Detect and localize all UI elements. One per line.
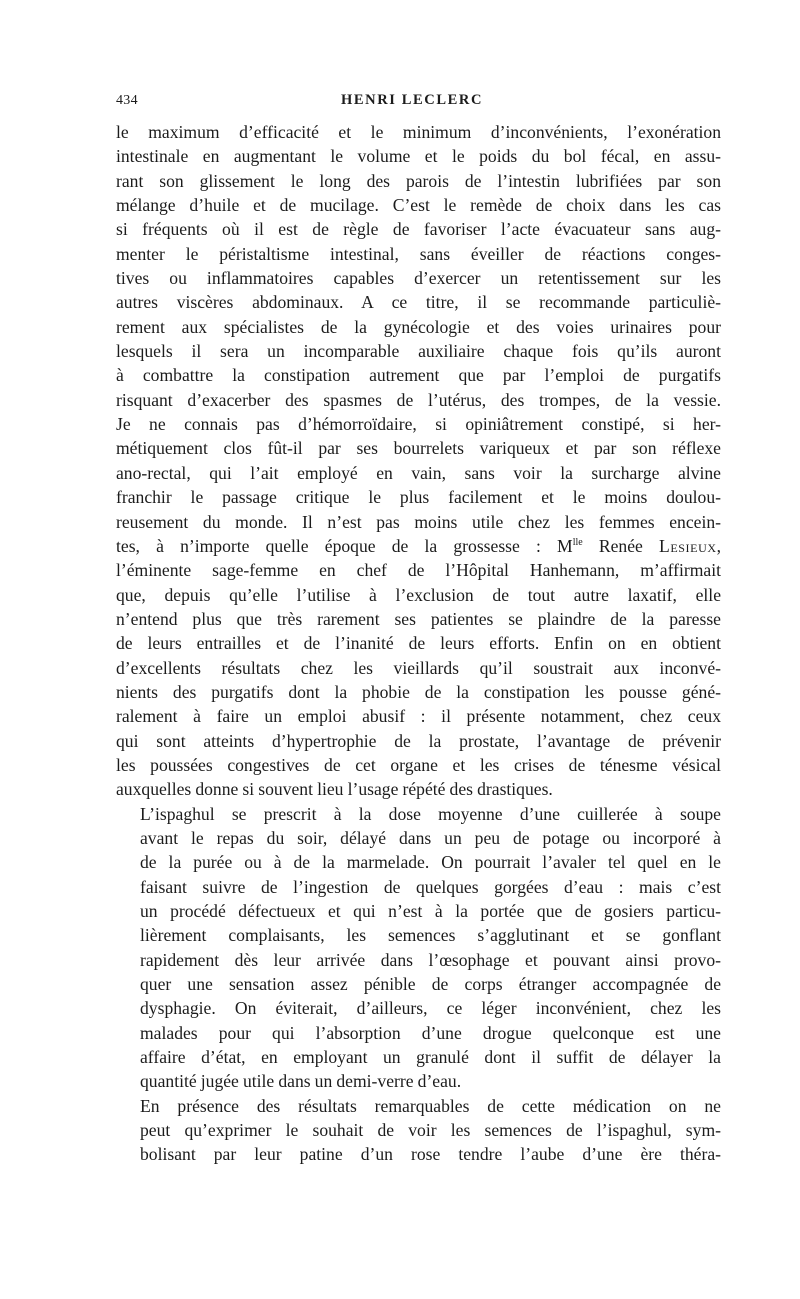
text-line: dysphagie. On éviterait, d’ailleurs, ce léger inconvénient, chez les <box>140 998 721 1019</box>
text-line: En présence des résultats remarquables de cette médication on ne <box>140 1095 721 1116</box>
text-line <box>116 534 721 558</box>
text-line: n’entend plus que très rarement ses patientes se plaindre de la paresse <box>116 608 721 629</box>
text-line: rement aux spécialistes de la gynécologie et des voies urinaires pour <box>116 316 721 337</box>
text-line: tives ou inflammatoires capables d’exercer un retentissement sur les <box>116 268 721 289</box>
text-line: que, depuis qu’elle l’utilise à l’exclusion de tout autre laxatif, elle <box>116 584 721 605</box>
text-line: L’ispaghul se prescrit à la dose moyenne d’une cuillerée à soupe <box>140 803 721 824</box>
text-line: qui sont atteints d’hypertrophie de la prostate, l’avantage de prévenir <box>116 730 721 751</box>
text-line: lièrement complaisants, les semences s’agglutinant et se gonflant <box>140 925 721 946</box>
text-line: nients des purgatifs dont la phobie de la constipation les pousse géné- <box>116 681 721 702</box>
paragraph <box>116 802 721 1094</box>
text-line: lesquels il sera un incomparable auxiliaire chaque fois qu’ils auront <box>116 341 721 362</box>
text-line: mélange d’huile et de mucilage. C’est le remède de choix dans les cas <box>116 195 721 216</box>
text-line: de la purée ou à de la marmelade. On pourrait l’avaler tel quel en le <box>140 852 721 873</box>
running-head <box>116 92 721 112</box>
paragraph <box>116 1094 721 1167</box>
text-line: métiquement clos fût-il par ses bourrelets variqueux et par son réflexe <box>116 438 721 459</box>
text-run-after: , <box>716 535 722 556</box>
text-line: de leurs entrailles et de l’inanité de leurs efforts. Enfin on en obtient <box>116 633 721 654</box>
text-line: si fréquents où il est de règle de favoriser l’acte évacuateur sans aug- <box>116 219 721 240</box>
text-line: peut qu’exprimer le souhait de voir les semences de l’ispaghul, sym- <box>140 1120 721 1141</box>
text-line: autres viscères abdominaux. A ce titre, il se recommande particuliè- <box>116 292 721 313</box>
text-line: les poussées congestives de cet organe et les crises de ténesme vésical <box>116 754 721 775</box>
text-line: quer une sensation assez pénible de corps étranger accompagnée de <box>140 974 721 995</box>
text-line: affaire d’état, en employant un granulé dont il suffit de délayer la <box>140 1047 721 1068</box>
text-line: Je ne connais pas d’hémorroïdaire, si opiniâtrement constipé, si her- <box>116 414 721 435</box>
book-page <box>116 92 721 1167</box>
text-line: risquant d’exacerber des spasmes de l’utérus, des trompes, de la vessie. <box>116 389 721 410</box>
text-line: menter le péristaltisme intestinal, sans éveiller de réactions conges- <box>116 243 721 264</box>
text-line: rapidement dès leur arrivée dans l’œsophage et pouvant ainsi provo- <box>140 949 721 970</box>
running-title: HENRI LECLERC <box>341 92 484 108</box>
text-line: à combattre la constipation autrement que par l’emploi de purgatifs <box>116 365 721 386</box>
text-line: malades pour qui l’absorption d’une drogue quelconque est une <box>140 1022 721 1043</box>
text-line: ralement à faire un emploi abusif : il présente notamment, chez ceux <box>116 706 721 727</box>
text-run-before: tes, à n’importe quelle époque de la grossesse : M <box>116 535 573 556</box>
text-line: un procédé défectueux et qui n’est à la portée que de gosiers particu- <box>140 901 721 921</box>
text-line: reusement du monde. Il n’est pas moins utile chez les femmes encein- <box>116 511 721 532</box>
text-line: d’excellents résultats chez les vieillards qu’il soustrait aux inconvé- <box>116 657 721 678</box>
text-run-sup: lle <box>572 536 583 548</box>
text-line: ano-rectal, qui l’ait employé en vain, sans voir la surcharge alvine <box>116 462 721 483</box>
paragraph <box>116 120 721 802</box>
text-line: l’éminente sage-femme en chef de l’Hôpital Hanhemann, m’affirmait <box>116 560 721 581</box>
text-line: le maximum d’efficacité et le minimum d’inconvénients, l’exonération <box>116 122 721 142</box>
text-run-middle: Renée <box>582 535 659 556</box>
page-number: 434 <box>116 93 138 108</box>
text-line: quantité jugée utile dans un demi-verre d’eau. <box>140 1071 462 1092</box>
text-run-smallcaps: Lesieux <box>659 535 717 556</box>
text-line: intestinale en augmentant le volume et le poids du bol fécal, en assu- <box>116 146 721 167</box>
text-line: bolisant par leur patine d’un rose tendre l’aube d’une ère théra- <box>140 1144 721 1165</box>
text-line: franchir le passage critique le plus facilement et le moins doulou- <box>116 487 721 508</box>
text-line: auxquelles donne si souvent lieu l’usage répété des drastiques. <box>116 779 553 800</box>
text-line: avant le repas du soir, délayé dans un peu de potage ou incorporé à <box>140 827 721 848</box>
text-line: rant son glissement le long des parois de l’intestin lubrifiées par son <box>116 170 721 191</box>
body-text <box>116 120 721 1167</box>
text-line: faisant suivre de l’ingestion de quelques gorgées d’eau : mais c’est <box>140 876 721 897</box>
